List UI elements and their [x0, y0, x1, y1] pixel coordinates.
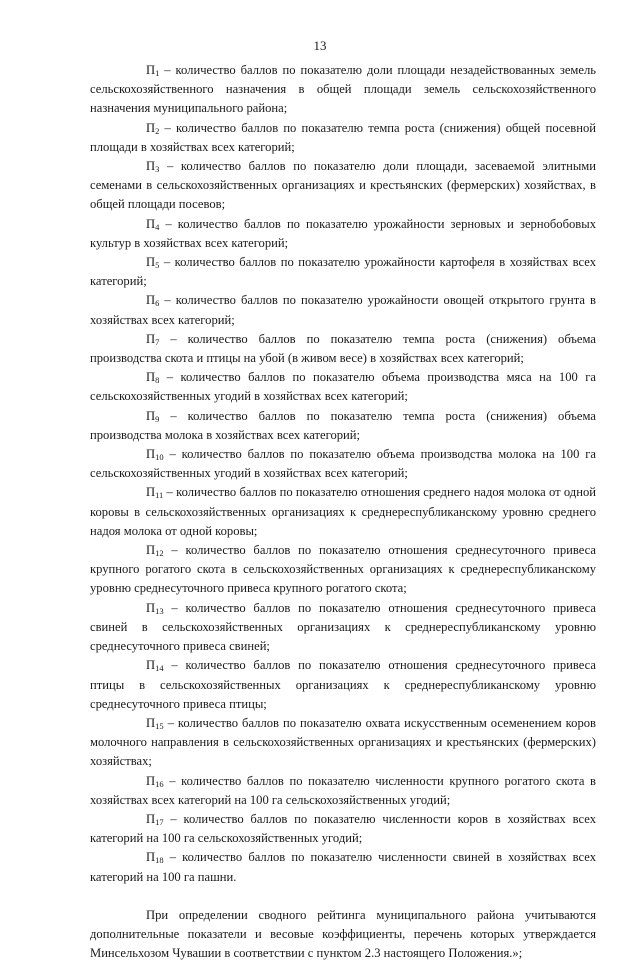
indicator-item: [90, 407, 596, 445]
indicator-text: – количество баллов по показателю отношения среднего надоя молока от одной коровы в сельскохозяйственных организациях к среднереспубликанскому уровню среднего надоя молока от одной коровы;: [90, 485, 596, 538]
indicator-symbol: $П_9$: [146, 408, 160, 424]
indicator-text: – количество баллов по показателю численности крупного рогатого скота в хозяйствах всех категорий на 100 га сельскохозяйственных угодий;: [90, 773, 596, 807]
indicator-text: – количество баллов по показателю объема производства молока на 100 га сельскохозяйственных угодий в хозяйствах всех категорий;: [90, 447, 596, 481]
closing-paragraph: При определении сводного рейтинга муниципального района учитываются дополнительные показатели и весовые коэффициенты, перечень которых утверждается Минсельхозом Чувашии в соответствии с пунктом 2.3 настоящего Положения.»;: [90, 907, 596, 961]
indicator-text: – количество баллов по показателю отношения среднесуточного привеса птицы в сельскохозяйственных организациях к среднереспубликанскому уровню среднесуточного привеса птицы;: [90, 658, 596, 711]
indicator-item: [90, 253, 596, 291]
indicator-text: – количество баллов по показателю доли площади, засеваемой элитными семенами в сельскохозяйственных организациях и крестьянских (фермерских) хозяйствах, в общей площади посевов;: [90, 159, 596, 212]
indicator-symbol: $П_5$: [146, 255, 160, 271]
indicator-text: – количество баллов по показателю охвата искусственным осеменением коров молочного направления в сельскохозяйственных организациях и крестьянских (фермерских) хозяйствах;: [90, 715, 596, 769]
indicator-item: [90, 714, 596, 772]
indicator-text: – количество баллов по показателю урожайности овощей открытого грунта в хозяйствах всех категорий;: [90, 293, 596, 327]
indicator-symbol: $П_6$: [146, 293, 160, 309]
indicator-item: [90, 541, 596, 599]
indicator-item: [90, 291, 596, 329]
indicator-symbol: $П_{16}$: [146, 773, 164, 789]
indicator-symbol: $П_{13}$: [146, 600, 164, 616]
indicator-symbol: $П_{11}$: [146, 485, 164, 501]
indicator-symbol: $П_{18}$: [146, 850, 164, 866]
indicator-item: [90, 445, 596, 483]
indicator-item: [90, 368, 596, 406]
indicator-symbol: $П_{14}$: [146, 658, 164, 674]
indicator-text: – количество баллов по показателю численности коров в хозяйствах всех категорий на 100 га сельскохозяйственных угодий;: [90, 811, 596, 846]
indicator-item: [90, 810, 596, 848]
indicator-text: – количество баллов по показателю объема производства мяса на 100 га сельскохозяйственных угодий в хозяйствах всех категорий;: [90, 370, 596, 404]
indicator-item: [90, 61, 596, 119]
indicator-symbol: $П_2$: [146, 120, 160, 136]
indicator-text: – количество баллов по показателю доли площади незадействованных земель сельскохозяйственного назначения в общей площади земель сельскохозяйственного назначения муниципального района;: [90, 63, 596, 116]
indicator-text: – количество баллов по показателю отношения среднесуточного привеса крупного рогатого скота в сельскохозяйственных организациях к среднереспубликанскому уровню среднесуточного привеса крупного рогатого скота;: [90, 543, 596, 596]
indicator-item: [90, 157, 596, 215]
page-number: 13: [313, 38, 327, 53]
indicator-item: [90, 848, 596, 886]
indicator-text: – количество баллов по показателю урожайности зерновых и зернобобовых культур в хозяйствах всех категорий;: [90, 216, 596, 250]
indicator-text: – количество баллов по показателю темпа роста (снижения) объема производства скота и птицы на убой (в живом весе) в хозяйствах всех категорий;: [90, 331, 596, 366]
indicator-text: – количество баллов по показателю урожайности картофеля в хозяйствах всех категорий;: [90, 255, 596, 289]
indicator-text: – количество баллов по показателю численности свиней в хозяйствах всех категорий на 100 га пашни.: [90, 850, 596, 884]
indicator-item: [90, 656, 596, 714]
indicator-text: – количество баллов по показателю темпа роста (снижения) объема производства молока в хозяйствах всех категорий;: [90, 408, 596, 442]
indicator-symbol: $П_7$: [146, 331, 160, 347]
indicator-symbol: $П_{10}$: [146, 447, 164, 463]
indicator-list: [90, 61, 596, 963]
indicator-item: [90, 483, 596, 541]
indicator-symbol: $П_8$: [146, 370, 160, 386]
indicator-item: [90, 772, 596, 810]
indicator-item: [90, 119, 596, 157]
indicator-symbol: $П_1$: [146, 63, 160, 78]
indicator-symbol: $П_4$: [146, 216, 160, 232]
indicator-symbol: $П_{12}$: [146, 543, 164, 559]
indicator-item: [90, 330, 596, 368]
indicator-item: [90, 599, 596, 657]
indicator-item: [90, 215, 596, 253]
indicator-symbol: $П_{17}$: [146, 811, 164, 827]
indicator-text: – количество баллов по показателю темпа роста (снижения) общей посевной площади в хозяйствах всех категорий;: [90, 120, 596, 154]
indicator-symbol: $П_3$: [146, 159, 160, 175]
indicator-text: – количество баллов по показателю отношения среднесуточного привеса свиней в сельскохозяйственных организациях к среднереспубликанскому уровню среднесуточного привеса свиней;: [90, 600, 596, 654]
indicator-symbol: $П_{15}$: [146, 715, 164, 731]
